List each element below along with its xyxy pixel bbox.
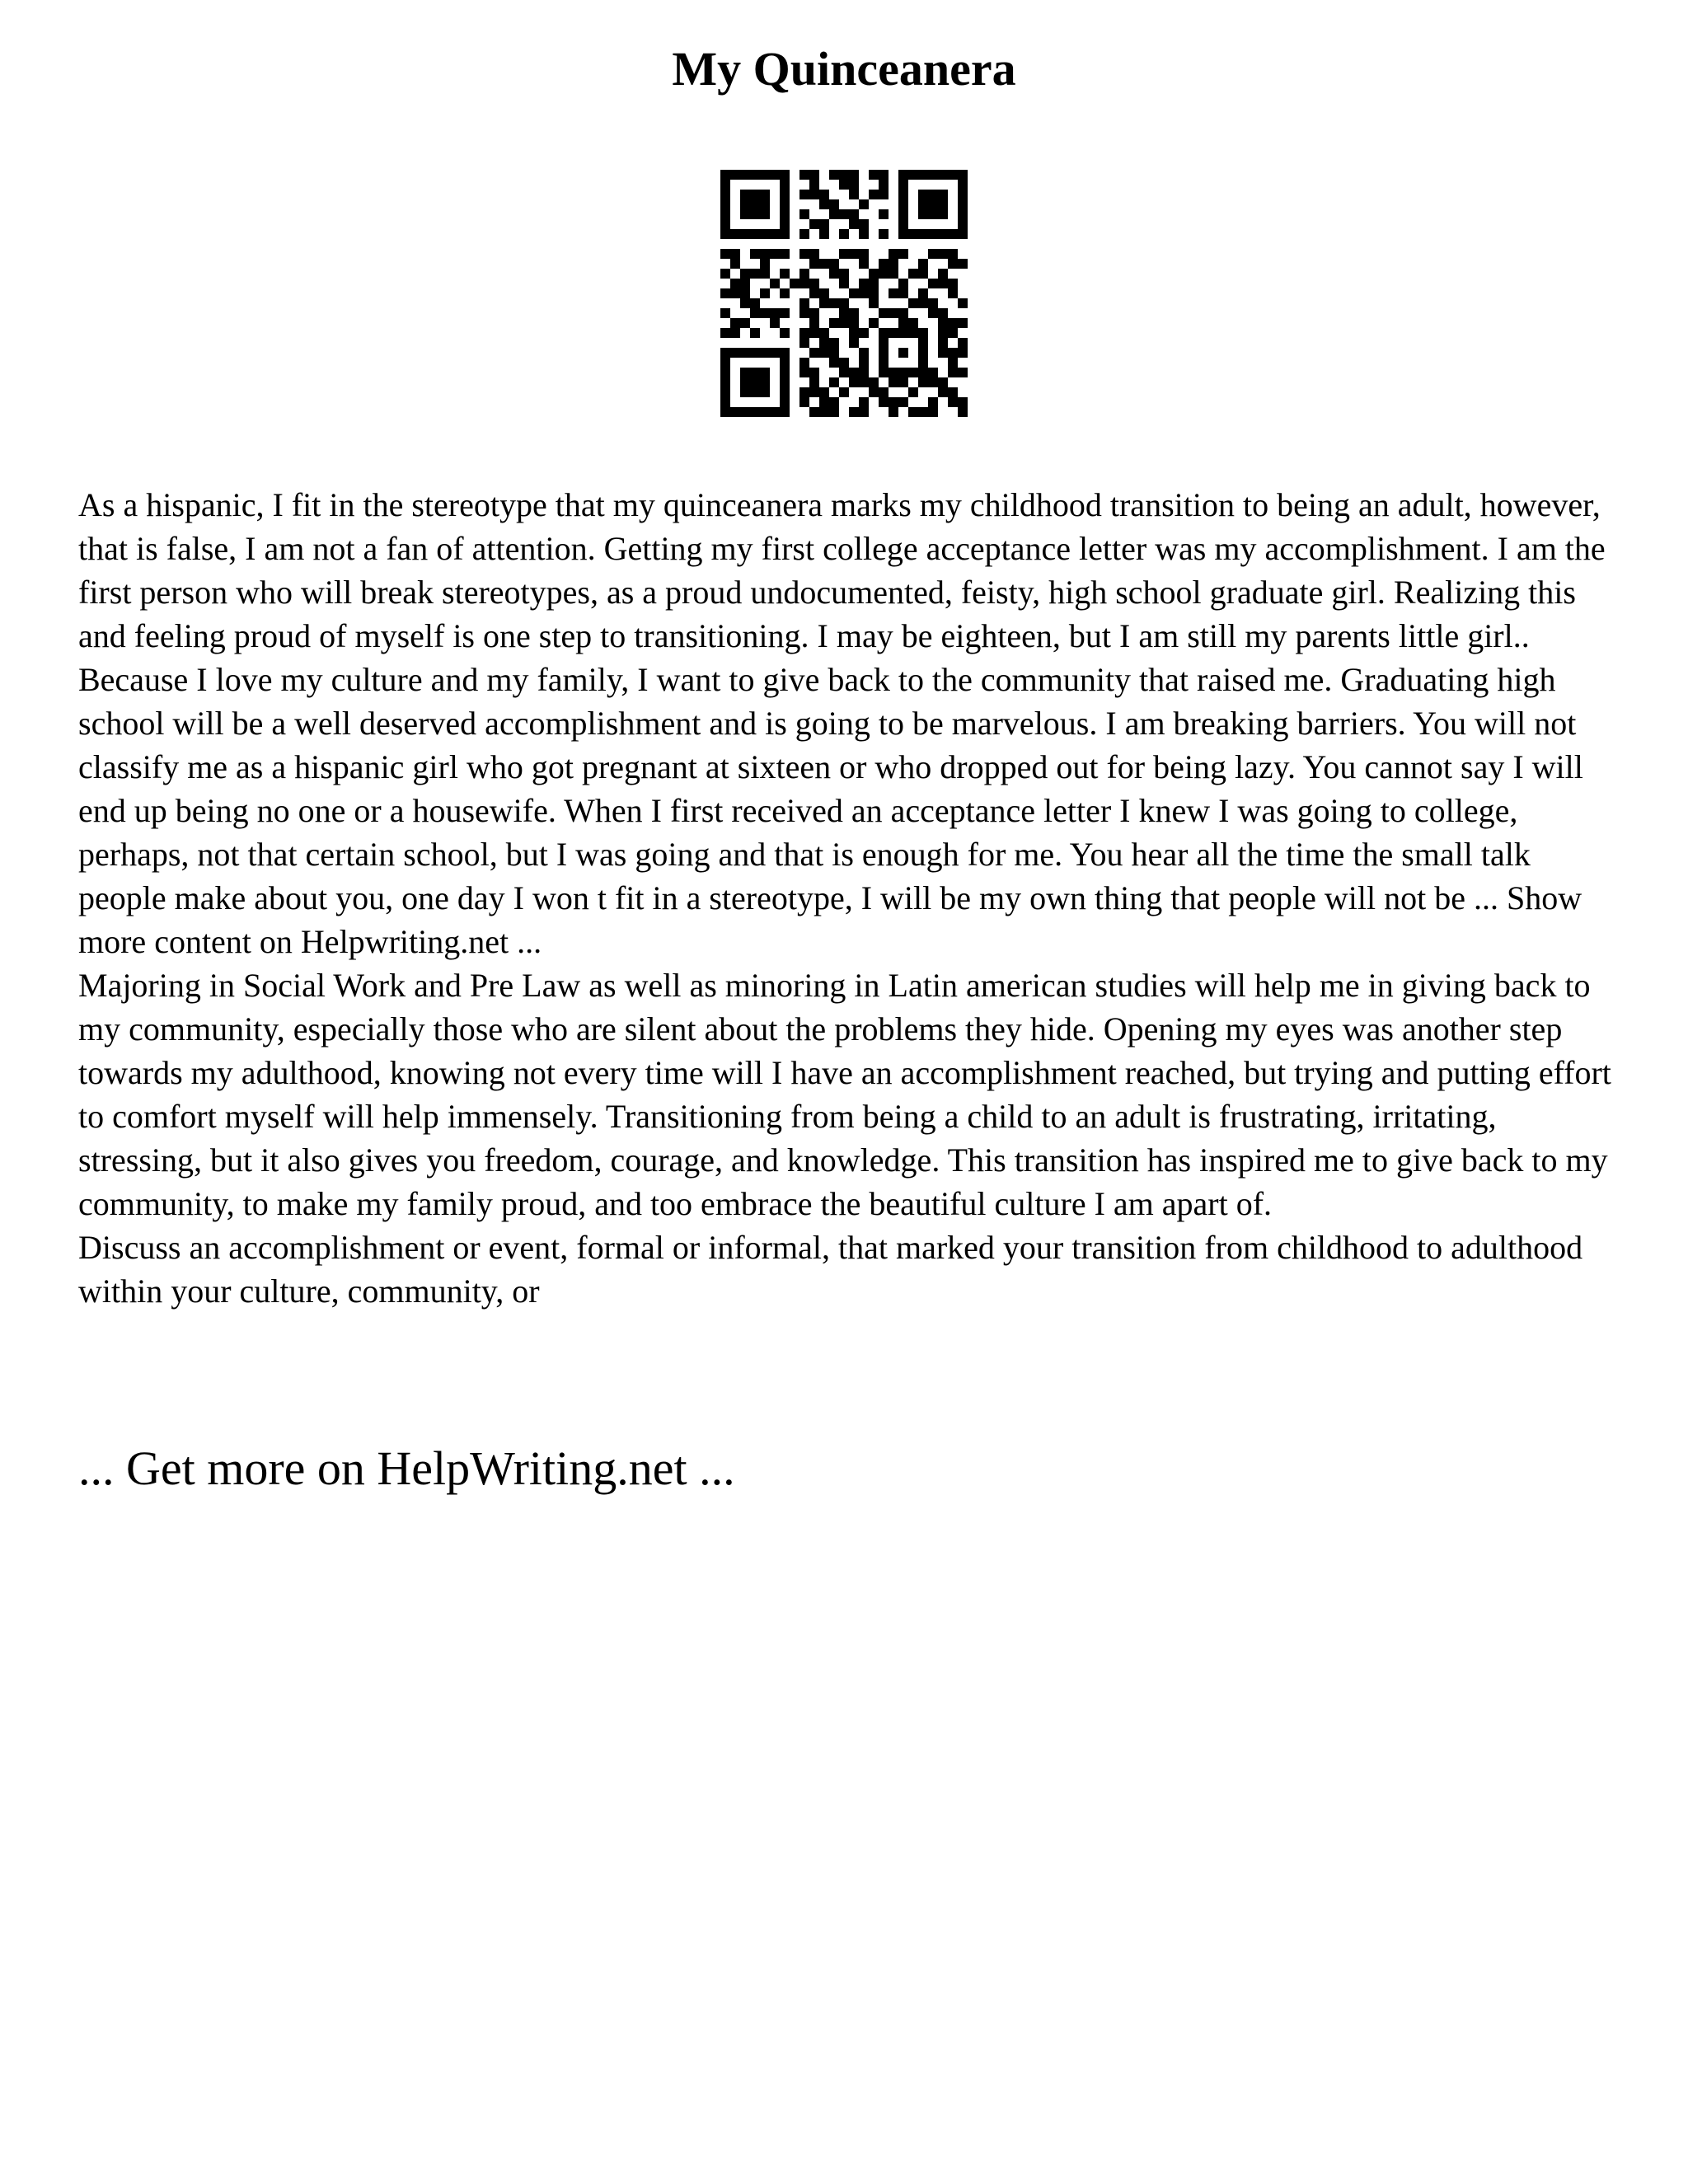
essay-body bbox=[78, 483, 1620, 1313]
qr-code-icon bbox=[720, 170, 968, 417]
essay-paragraph-2: Majoring in Social Work and Pre Law as well as minoring in Latin american studies will help me in giving back to my community, especially those who are silent about the problems they hide. Opening my eyes was another step towards my adulthood, knowing not every time will I have an accomplishment reached, but trying and putting effort to comfort myself will help immensely. Transitioning from being a child to an adult is frustrating, irritating, stressing, but it also gives you freedom, courage, and knowledge. This transition has inspired me to give back to my community, to make my family proud, and too embrace the beautiful culture I am apart of. bbox=[78, 967, 1611, 1222]
essay-paragraph-3: Discuss an accomplishment or event, formal or informal, that marked your transition from childhood to adulthood within your culture, community, or bbox=[78, 1229, 1583, 1310]
get-more-link[interactable]: ... Get more on HelpWriting.net ... bbox=[78, 1441, 735, 1495]
essay-paragraph-1: As a hispanic, I fit in the stereotype that my quinceanera marks my childhood transition to being an adult, however, that is false, I am not a fan of attention. Getting my first college acceptance letter was my accomplishment. I am the first person who will break stereotypes, as a proud undocumented, feisty, high school graduate girl. Realizing this and feeling proud of myself is one step to transitioning. I may be eighteen, but I am still my parents little girl.. Because I love my culture and my family, I want to give back to the community that raised me. Graduating high school will be a well deserved accomplishment and is going to be marvelous. I am breaking barriers. You will not classify me as a hispanic girl who got pregnant at sixteen or who dropped out for being lazy. You cannot say I will end up being no one or a housewife. When I first received an acceptance letter I knew I was going to college, perhaps, not that certain school, but I was going and that is enough for me. You hear all the time the small talk people make about you, one day I won t fit in a stereotype, I will be my own thing that people will not be ... Show more content on Helpwriting.net ... bbox=[78, 486, 1606, 960]
page-title: My Quinceanera bbox=[672, 42, 1016, 96]
